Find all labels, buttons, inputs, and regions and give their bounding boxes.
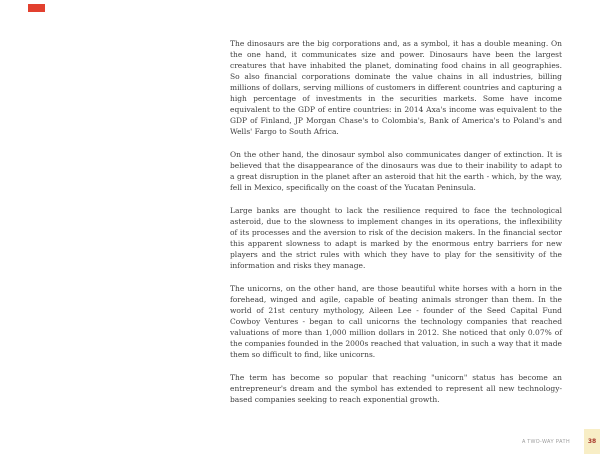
paragraph-unicorn-term: The term has become so popular that reaching "unicorn" status has become an entrepreneur's dream and the symbol has extended to represent all new technology-based companies seeking to reach exponential growth. [230,373,562,404]
footer [522,429,600,454]
paragraph-large-banks: Large banks are thought to lack the resilience required to face the technological asteroid, due to the slowness to implement changes in its operations, the inflexibility of its processes and the aversion to risk of the decision makers. In the financial sector this apparent slowness to adapt is marked by the enormous entry barriers for new players and the strict rules with which they have to play for the sensitivity of the information and risks they manage. [230,206,562,270]
page-number: 38 [587,438,597,445]
bookmark-tab [28,4,45,12]
page-number-badge [584,429,600,454]
footer-section-label: A TWO-WAY PATH [521,438,570,445]
paragraph-unicorns: The unicorns, on the other hand, are those beautiful white horses with a horn in the forehead, winged and agile, capable of beating animals stronger than them. In the world of 21st century mythology, Aileen Lee - founder of the Seed Capital Fund Cowboy Ventures - began to call unicorns the technology companies that reached valuations of more than 1,000 million dollars in 2012. She noticed that only 0.07% of the companies founded in the 2000s reached that valuation, in such a way that it made them so difficult to find, like unicorns. [230,284,562,359]
paragraph-extinction-danger: On the other hand, the dinosaur symbol also communicates danger of extinction. It is believed that the disappearance of the dinosaurs was due to their inability to adapt to a great disruption in the planet after an asteroid that hit the earth - which, by the way, fell in Mexico, specifically on the coast of the Yucatan Peninsula. [230,150,562,192]
body-text-column [230,38,562,417]
paragraph-dinosaurs-corporations: The dinosaurs are the big corporations and, as a symbol, it has a double meaning. On the one hand, it communicates size and power. Dinosaurs have been the largest creatures that have inhabited the planet, dominating food chains in all geographies. So also financial corporations dominate the value chains in all industries, billing millions of dollars, serving millions of customers in different countries and capturing a high percentage of investments in the securities markets. Some have income equivalent to the GDP of entire countries: in 2014 Axa's income was equivalent to the GDP of Finland, JP Morgan Chase's to Colombia's, Bank of America's to Poland's and Wells' Fargo to South Africa. [230,39,562,136]
